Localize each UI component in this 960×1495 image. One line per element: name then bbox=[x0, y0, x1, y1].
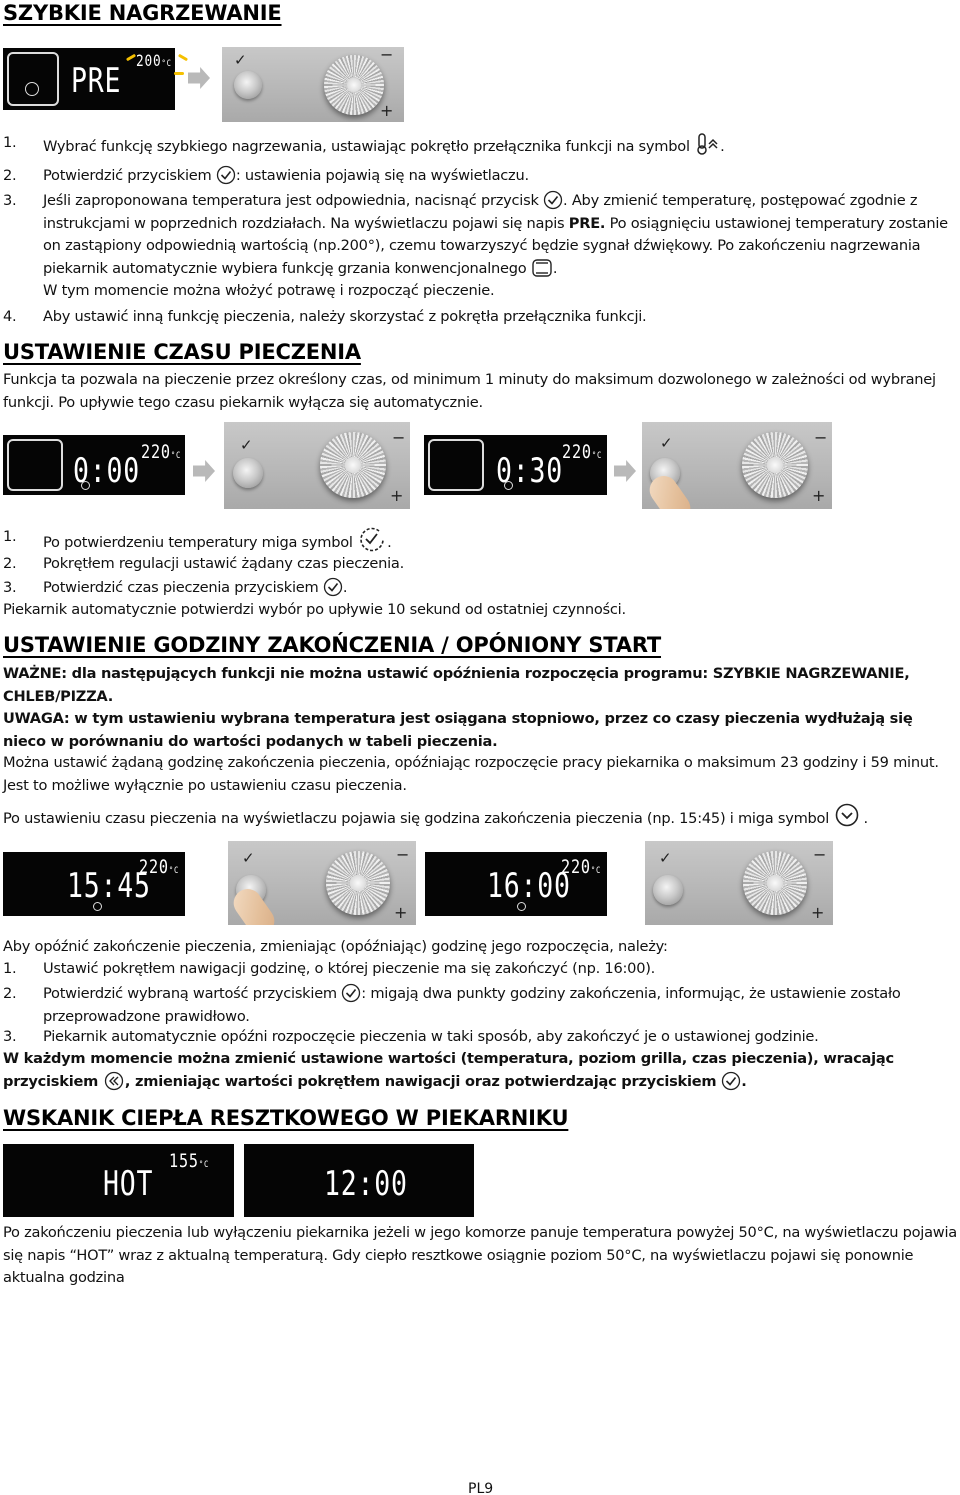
control-panel bbox=[224, 422, 410, 509]
confirm-check-icon bbox=[341, 983, 361, 1003]
confirm-button[interactable] bbox=[234, 71, 262, 99]
minus-icon: − bbox=[396, 845, 410, 864]
confirm-check-icon bbox=[721, 1071, 741, 1091]
adjust-knob[interactable] bbox=[324, 55, 384, 115]
display-temp: 155°C bbox=[169, 1150, 210, 1172]
plus-icon: + bbox=[380, 101, 394, 120]
list-item: 2. Potwierdzić wybraną wartość przyciskiem : migają dwa punkty godziny zakończenia, informując, że ustawienie zostało przeprowadzone prawidłowo. bbox=[3, 985, 901, 1025]
display-clock bbox=[244, 1144, 474, 1217]
list-item: 2. Potwierdzić przyciskiem : ustawienia pojawią się na wyświetlaczu. bbox=[3, 167, 529, 184]
confirm-check-icon bbox=[323, 577, 343, 597]
minus-icon: − bbox=[813, 845, 827, 864]
page-number: PL9 bbox=[468, 1481, 494, 1495]
confirm-check-icon: ✓ bbox=[240, 436, 253, 454]
plus-icon: + bbox=[811, 903, 825, 922]
display-hot bbox=[3, 1144, 234, 1217]
display-end-time-a bbox=[3, 852, 185, 916]
clock-icon bbox=[81, 481, 90, 490]
list-item: 1. Ustawić pokrętłem nawigacji godzinę, o której pieczenie ma się zakończyć (np. 16:00). bbox=[3, 960, 656, 977]
display-main-text: 0:00 bbox=[73, 451, 140, 491]
adjust-knob[interactable] bbox=[320, 432, 386, 498]
step-arrow-icon bbox=[193, 460, 215, 482]
note-paragraph: Piekarnik automatycznie potwierdzi wybór po upływie 10 sekund od ostatniej czynności. bbox=[3, 601, 626, 618]
minus-icon: − bbox=[380, 47, 394, 64]
list-item: 4. Aby ustawić inną funkcję pieczenia, należy skorzystać z pokrętła przełącznika funkcji. bbox=[3, 308, 647, 325]
paragraph: Można ustawić żądaną godzinę zakończenia pieczenia, opóźniając rozpoczęcie pracy piekarnika o maksimum 23 godziny i 59 minut. Jest to możliwe wyłącznie po ustawieniu czasu pieczenia. bbox=[3, 754, 939, 794]
adjust-knob[interactable] bbox=[326, 851, 390, 915]
conventional-heat-icon bbox=[531, 258, 553, 278]
lead-paragraph: Aby opóźnić zakończenie pieczenia, zmieniając (opóźniając) godzinę jego rozpoczęcia, należy: bbox=[3, 938, 668, 955]
end-time-icon bbox=[833, 802, 863, 828]
section-title-residual-heat: WSKANIK CIEPŁA RESZTKOWEGO W PIEKARNIKU bbox=[3, 1106, 569, 1130]
bold-note: W każdym momencie można zmienić ustawione wartości (temperatura, poziom grilla, czas pieczenia), wracając przyciskiem , zmieniając wartości pokrętłem nawigacji oraz potwierdzając przyciskiem . bbox=[3, 1050, 894, 1090]
list-item: 1. Po potwierdzeniu temperatury miga symbol . bbox=[3, 528, 392, 551]
plus-icon: + bbox=[390, 486, 404, 505]
display-frame-left bbox=[7, 439, 63, 491]
confirm-check-icon: ✓ bbox=[242, 849, 255, 867]
clock-icon bbox=[517, 902, 526, 911]
display-main-text: 12:00 bbox=[324, 1164, 408, 1204]
warning-paragraph: UWAGA: w tym ustawieniu wybrana temperatura jest osiągana stopniowo, przez co czasy pieczenia wydłużają się nieco w porównaniu do wartości podanych w tabeli pieczenia. bbox=[3, 710, 913, 750]
display-temp: 220°C bbox=[561, 856, 602, 878]
display-main-text: 0:30 bbox=[496, 451, 563, 491]
confirm-check-icon: ✓ bbox=[660, 434, 673, 452]
clock-icon bbox=[504, 481, 513, 490]
confirm-check-icon bbox=[216, 165, 236, 185]
paragraph: Po ustawieniu czasu pieczenia na wyświetlaczu pojawia się godzina zakończenia pieczenia (np. 15:45) i miga symbol . bbox=[3, 802, 958, 831]
step-arrow-icon bbox=[188, 67, 210, 89]
confirm-button[interactable] bbox=[233, 458, 263, 488]
blink-mark bbox=[178, 54, 188, 62]
step-arrow-icon bbox=[614, 460, 636, 482]
display-main-text: HOT bbox=[103, 1164, 154, 1204]
control-panel bbox=[642, 422, 832, 509]
plus-icon: + bbox=[812, 486, 826, 505]
intro-paragraph: Funkcja ta pozwala na pieczenie przez określony czas, od minimum 1 minuty do maksimum dozwolonego w zależności od wybranej funkcji. Po upływie tego czasu piekarnik wyłącza się automatycznie. bbox=[3, 371, 936, 411]
display-frame-left bbox=[428, 439, 484, 491]
display-frame-left bbox=[7, 52, 59, 106]
display-main-text: 16:00 bbox=[487, 866, 571, 906]
list-item: 1. Wybrać funkcję szybkiego nagrzewania, ustawiając pokrętło przełącznika funkcji na symbol . bbox=[3, 134, 725, 155]
confirm-button[interactable] bbox=[653, 875, 683, 905]
list-item: 3. Piekarnik automatycznie opóźni rozpoczęcie pieczenia w taki sposób, aby zakończyć je o ustawionej godzinie. bbox=[3, 1028, 819, 1045]
list-item: 2. Pokrętłem regulacji ustawić żądany czas pieczenia. bbox=[3, 555, 405, 572]
control-panel bbox=[222, 47, 404, 122]
important-paragraph: WAŻNE: dla następujących funkcji nie można ustawić opóźnienia rozpoczęcia programu: SZYBKIE NAGRZEWANIE, CHLEB/PIZZA. bbox=[3, 665, 910, 705]
minus-icon: − bbox=[814, 428, 828, 447]
indicator-circle-icon bbox=[25, 82, 39, 96]
display-main-text: PRE bbox=[71, 61, 122, 101]
display-cook-time-b bbox=[424, 435, 607, 495]
confirm-check-icon: ✓ bbox=[234, 51, 247, 69]
section-title-end-time: USTAWIENIE GODZINY ZAKOŃCZENIA / OPÓNIONY START bbox=[3, 633, 662, 657]
minus-icon: − bbox=[392, 428, 406, 447]
back-button-icon bbox=[103, 1071, 125, 1091]
quick-heat-thermometer-icon bbox=[694, 132, 720, 156]
timer-icon bbox=[357, 526, 387, 552]
control-panel bbox=[228, 841, 416, 925]
plus-icon: + bbox=[394, 903, 408, 922]
section-title-cook-time: USTAWIENIE CZASU PIECZENIA bbox=[3, 340, 361, 364]
control-panel bbox=[645, 841, 833, 925]
clock-icon bbox=[93, 902, 102, 911]
adjust-knob[interactable] bbox=[742, 432, 808, 498]
display-temp: 200°C bbox=[136, 51, 172, 70]
list-item: 3. Jeśli zaproponowana temperatura jest odpowiednia, nacisnąć przycisk . Aby zmienić temperaturę, postępować zgodnie z instrukcjami w poprzednich rozdziałach. Na wyświetlaczu pojawi się napis PRE. Po osiągnięciu ustawionej temperatury zostanie on zastąpiony odpowiednią wartością (np.200°), czemu towarzyszyć będzie sygnał dźwiękowy. Po zakończeniu nagrzewania piekarnik automatycznie wybiera funkcję grzania konwencjonalnego . W tym momencie można włożyć potrawę i rozpocząć pieczenie. bbox=[3, 192, 948, 300]
display-temp: 220°C bbox=[139, 856, 180, 878]
display-main-text: 15:45 bbox=[67, 866, 151, 906]
confirm-check-icon: ✓ bbox=[659, 849, 672, 867]
display-temp: 220°C bbox=[141, 441, 182, 463]
list-item: 3. Potwierdzić czas pieczenia przyciskiem . bbox=[3, 579, 348, 596]
residual-heat-paragraph: Po zakończeniu pieczenia lub wyłączeniu piekarnika jeżeli w jego komorze panuje temperatura powyżej 50°C, na wyświetlaczu pojawia się napis “HOT” wraz z aktualną temperaturą. Gdy ciepło resztkowe osiągnie poziom 50°C, na wyświetlaczu pojawi się ponownie aktualna godzina bbox=[3, 1224, 957, 1287]
adjust-knob[interactable] bbox=[743, 851, 807, 915]
section-title-quick-heat: SZYBKIE NAGRZEWANIE bbox=[3, 1, 282, 25]
display-cook-time-a bbox=[3, 435, 185, 495]
blink-mark bbox=[174, 72, 184, 75]
display-end-time-b bbox=[425, 852, 607, 916]
display-temp: 220°C bbox=[562, 441, 603, 463]
confirm-check-icon bbox=[543, 190, 563, 210]
